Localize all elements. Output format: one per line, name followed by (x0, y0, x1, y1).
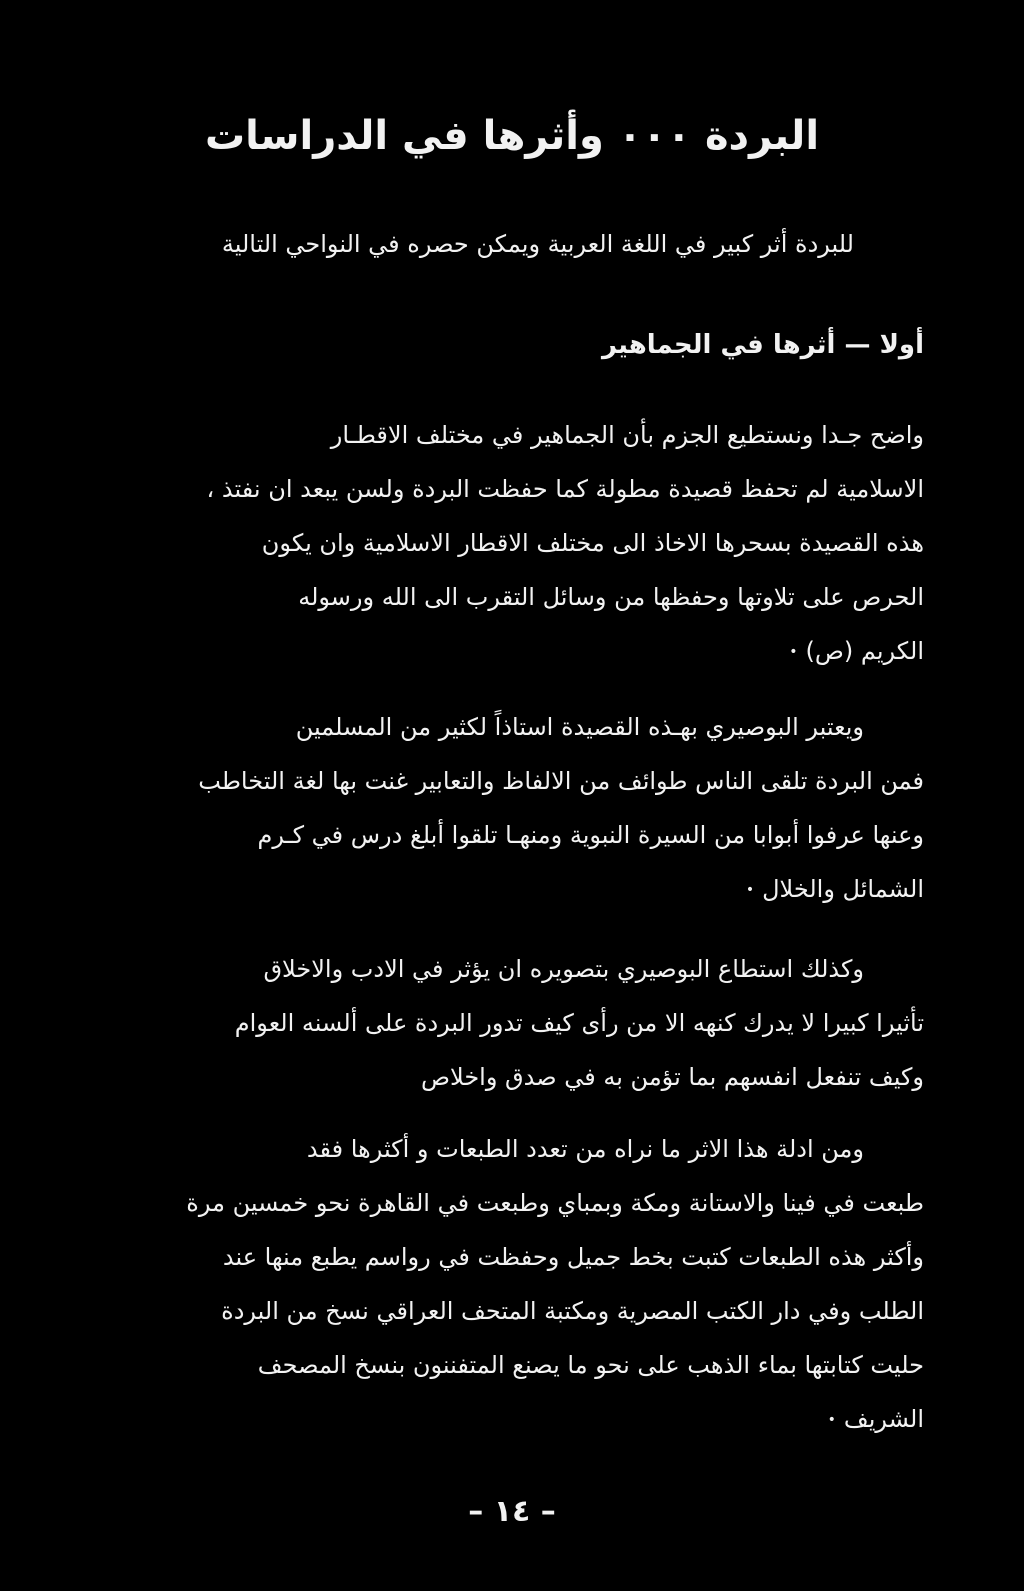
end-bullet: • (789, 644, 798, 660)
paragraph-line: ومن ادلة هذا الاثر ما نراه من تعدد الطبعات و أكثرها فقد (306, 1135, 864, 1163)
page-title: البردة ٠٠٠ وأثرها في الدراسات (204, 113, 820, 159)
paragraph-line: وكيف تنفعل انفسهم بما تؤمن به في صدق واخلاص (420, 1063, 924, 1091)
paragraph-line: الاسلامية لم تحفظ قصيدة مطولة كما حفظت البردة ولسن يبعد ان نفتذ ، (206, 475, 924, 503)
paragraph-line: وأكثر هذه الطبعات كتبت بخط جميل وحفظت في رواسم يطبع منها عند (222, 1243, 924, 1271)
paragraph-line: الحرص على تلاوتها وحفظها من وسائل التقرب الى الله ورسوله (298, 583, 924, 611)
paragraph-line: ويعتبر البوصيري بهـذه القصيدة استاذاً لكثير من المسلمين (295, 713, 864, 741)
page-number: – ١٤ – (468, 1494, 556, 1529)
end-bullet: • (827, 1412, 836, 1428)
paragraph-line: هذه القصيدة بسحرها الاخاذ الى مختلف الاقطار الاسلامية وان يكون (261, 529, 924, 557)
paragraph-line: الطلب وفي دار الكتب المصرية ومكتبة المتحف العراقي نسخ من البردة (221, 1297, 924, 1325)
intro-sentence: للبردة أثر كبير في اللغة العربية ويمكن حصره في النواحي التالية (221, 230, 854, 258)
paragraph-line: وعنها عرفوا أبوابا من السيرة النبوية ومنهـا تلقوا أبلغ درس في كـرم (257, 821, 924, 849)
section-heading: أولا — أثرها في الجماهير (601, 330, 924, 360)
paragraph-1 (94, 408, 924, 679)
line-text: الكريم (ص) (805, 637, 924, 665)
paragraph-line: تأثيرا كبيرا لا يدرك كنهه الا من رأى كيف تدور البردة على ألسنه العوام (234, 1009, 924, 1037)
paragraph-line: حليت كتابتها بماء الذهب على نحو ما يصنع المتفننون بنسخ المصحف (257, 1351, 924, 1379)
paragraph-2 (94, 700, 924, 917)
paragraph-line: واضح جـدا ونستطيع الجزم بأن الجماهير في مختلف الاقطـار (330, 421, 924, 449)
line-text: الشمائل والخلال (762, 875, 924, 903)
paragraph-4 (94, 1122, 924, 1447)
paragraph-line-last (94, 624, 924, 679)
paragraph-line: فمن البردة تلقى الناس طوائف من الالفاظ والتعابير غنت بها لغة التخاطب (198, 767, 924, 795)
paragraph-line: طبعت في فينا والاستانة ومكة وبمباي وطبعت في القاهرة نحو خمسين مرة (186, 1189, 924, 1217)
paragraph-line: وكذلك استطاع البوصيري بتصويره ان يؤثر في الادب والاخلاق (263, 955, 864, 983)
paragraph-3 (94, 942, 924, 1104)
line-text: الشريف (843, 1405, 924, 1433)
end-bullet: • (745, 882, 755, 898)
paragraph-line-last (94, 862, 924, 917)
paragraph-line-last (94, 1392, 924, 1447)
